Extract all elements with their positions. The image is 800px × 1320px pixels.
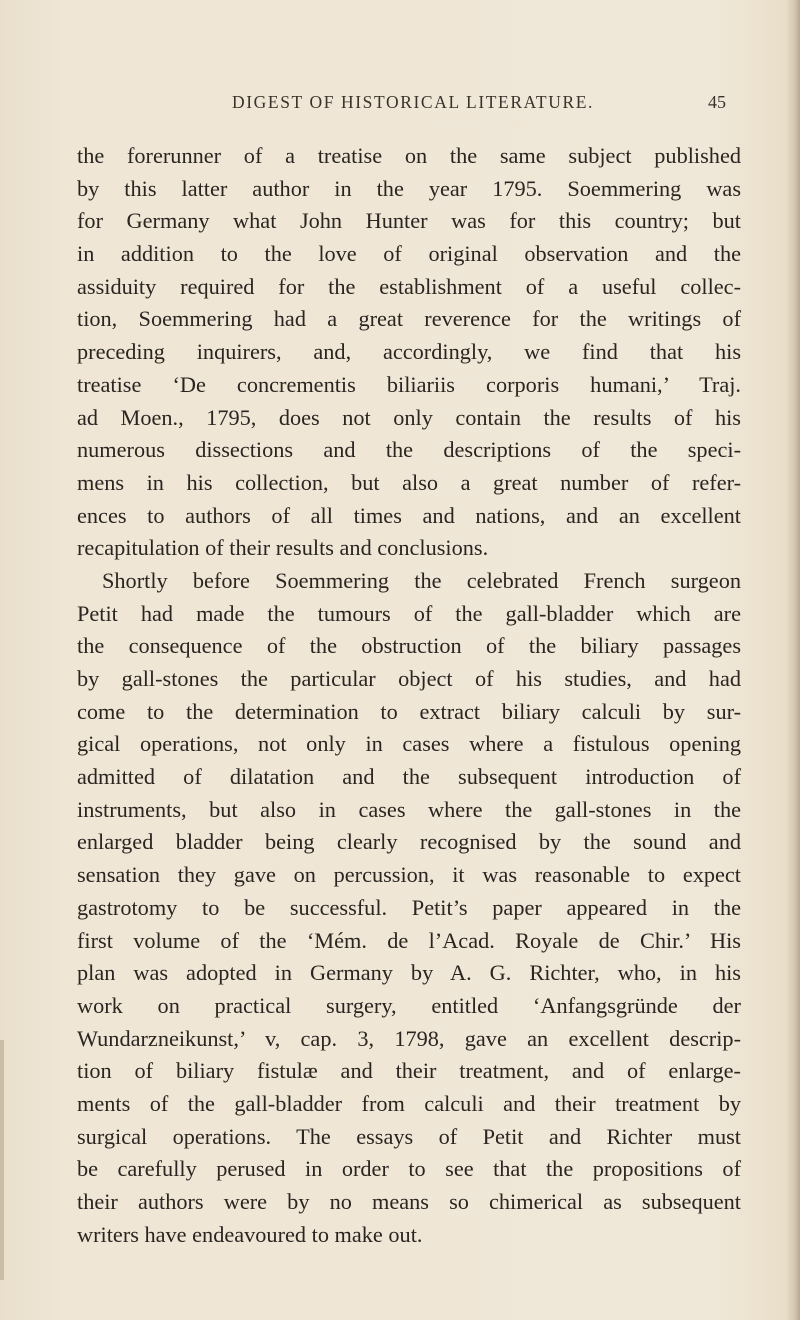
text-line: come to the determination to extract biliary calculi by sur- <box>77 698 741 724</box>
text-line: enlarged bladder being clearly recognised by the sound and <box>77 829 741 855</box>
text-line: Wundarzneikunst,’ v, cap. 3, 1798, gave an excellent descrip- <box>77 1025 741 1051</box>
text-line: in addition to the love of original observation and the <box>77 241 741 267</box>
running-head: DIGEST OF HISTORICAL LITERATURE. <box>232 92 594 112</box>
page-margin-mark <box>0 1040 4 1280</box>
text-line: Petit had made the tumours of the gall-bladder which are <box>77 600 741 626</box>
body-text <box>77 140 741 1251</box>
text-line: tion of biliary fistulæ and their treatment, and of enlarge- <box>77 1058 741 1084</box>
text-line: the forerunner of a treatise on the same subject published <box>77 143 741 168</box>
text-line: ences to authors of all times and nations, and an excellent <box>77 502 741 528</box>
page-number: 45 <box>708 92 726 112</box>
text-line: the consequence of the obstruction of the biliary passages <box>77 633 741 659</box>
page-edge-shadow <box>786 0 800 1320</box>
text-line: by gall-stones the particular object of his studies, and had <box>77 666 741 691</box>
page-header <box>100 92 726 118</box>
text-line: assiduity required for the establishment of a useful collec- <box>77 273 741 299</box>
text-line: for Germany what John Hunter was for this country; but <box>77 208 741 234</box>
text-line: treatise ‘De concrementis biliariis corporis humani,’ Traj. <box>77 371 741 397</box>
text-line: work on practical surgery, entitled ‘Anfangsgründe der <box>77 992 741 1018</box>
text-line: tion, Soemmering had a great reverence for the writings of <box>77 306 741 332</box>
text-line: mens in his collection, but also a great number of refer- <box>77 469 741 495</box>
text-line: admitted of dilatation and the subsequent introduction of <box>77 764 741 790</box>
text-line: numerous dissections and the descriptions of the speci- <box>77 437 741 463</box>
text-line: plan was adopted in Germany by A. G. Richter, who, in his <box>77 960 741 986</box>
text-line: writers have endeavoured to make out. <box>77 1221 423 1247</box>
text-line: preceding inquirers, and, accordingly, we find that his <box>77 339 741 365</box>
text-line: be carefully perused in order to see that the propositions of <box>77 1156 741 1182</box>
text-line: by this latter author in the year 1795. Soemmering was <box>77 175 741 201</box>
text-line: ad Moen., 1795, does not only contain the results of his <box>77 404 741 430</box>
text-line: gical operations, not only in cases where a fistulous opening <box>77 731 741 757</box>
text-line: Shortly before Soemmering the celebrated French surgeon <box>102 567 741 593</box>
text-line: recapitulation of their results and conclusions. <box>77 535 489 561</box>
text-line: surgical operations. The essays of Petit and Richter must <box>77 1123 741 1149</box>
text-line: sensation they gave on percussion, it was reasonable to expect <box>77 862 741 888</box>
text-line: their authors were by no means so chimerical as subsequent <box>77 1189 741 1214</box>
text-line: instruments, but also in cases where the gall-stones in the <box>77 796 741 822</box>
text-line: ments of the gall-bladder from calculi and their treatment by <box>77 1090 741 1116</box>
text-line: first volume of the ‘Mém. de l’Acad. Royale de Chir.’ His <box>77 927 741 953</box>
text-line: gastrotomy to be successful. Petit’s paper appeared in the <box>77 894 741 920</box>
